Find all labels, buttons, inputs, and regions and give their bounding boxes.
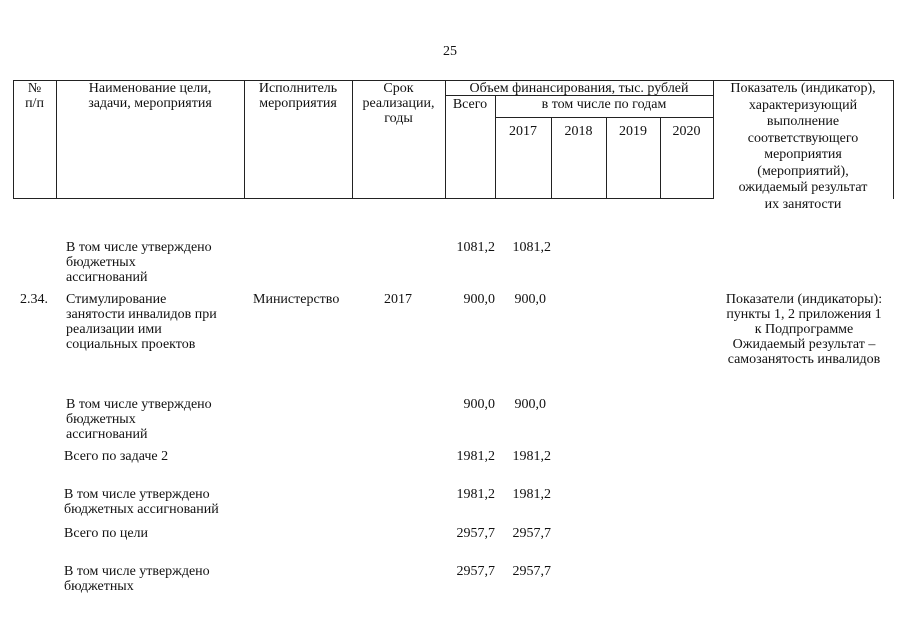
row-executor: Министерство [253,292,340,307]
row-text: В том числе утверждено бюджетных ассигнований [66,240,212,285]
row-total: 900,0 [463,292,495,307]
header-year-2017: 2017 [509,124,537,139]
row-total: 2957,7 [456,526,495,541]
header-executor: Исполнитель мероприятия [258,81,338,111]
row-2017: 2957,7 [512,526,551,541]
row-period: 2017 [384,292,412,307]
row-2017: 900,0 [514,397,546,412]
row-num: 2.34. [20,292,48,307]
header-total: Всего [452,97,488,112]
row-total: 1981,2 [456,449,495,464]
header-financing: Объем финансирования, тыс. рублей [469,81,689,96]
row-total: 2957,7 [456,564,495,579]
header-year-2019: 2019 [619,124,647,139]
row-text: Стимулирование занятости инвалидов при реализации ими социальных проектов [66,292,217,352]
row-2017: 900,0 [514,292,546,307]
header-num: № п/п [25,81,44,111]
row-2017: 2957,7 [512,564,551,579]
header-name: Наименование цели, задачи, мероприятия [88,81,212,111]
row-total: 1981,2 [456,487,495,502]
row-2017: 1981,2 [512,449,551,464]
row-2017: 1981,2 [512,487,551,502]
header-year-2020: 2020 [672,124,701,139]
header-by-years: в том числе по годам [541,97,667,112]
row-text: Всего по цели [64,526,149,541]
row-text: Всего по задаче 2 [64,449,169,464]
row-text: В том числе утверждено бюджетных [64,564,210,594]
header-period: Срок реализации, годы [362,81,435,126]
header-bottom-border [13,198,713,199]
col-border [893,80,894,199]
years-divider [495,117,713,118]
header-year-2018: 2018 [564,124,593,139]
page-number: 25 [443,44,457,59]
header-indicator: Показатель (индикатор), характеризующий выполнение соответствующего мероприятия (мероприятий), ожидаемый результат их занятости [730,81,876,212]
row-indicator: Показатели (индикаторы): пункты 1, 2 приложения 1 к Подпрограмме Ожидаемый результат – самозанятость инвалидов [725,292,883,367]
row-text: В том числе утверждено бюджетных ассигнований [66,397,212,442]
row-text: В том числе утверждено бюджетных ассигнований [64,487,219,517]
row-total: 900,0 [463,397,495,412]
row-2017: 1081,2 [512,240,551,255]
row-total: 1081,2 [456,240,495,255]
